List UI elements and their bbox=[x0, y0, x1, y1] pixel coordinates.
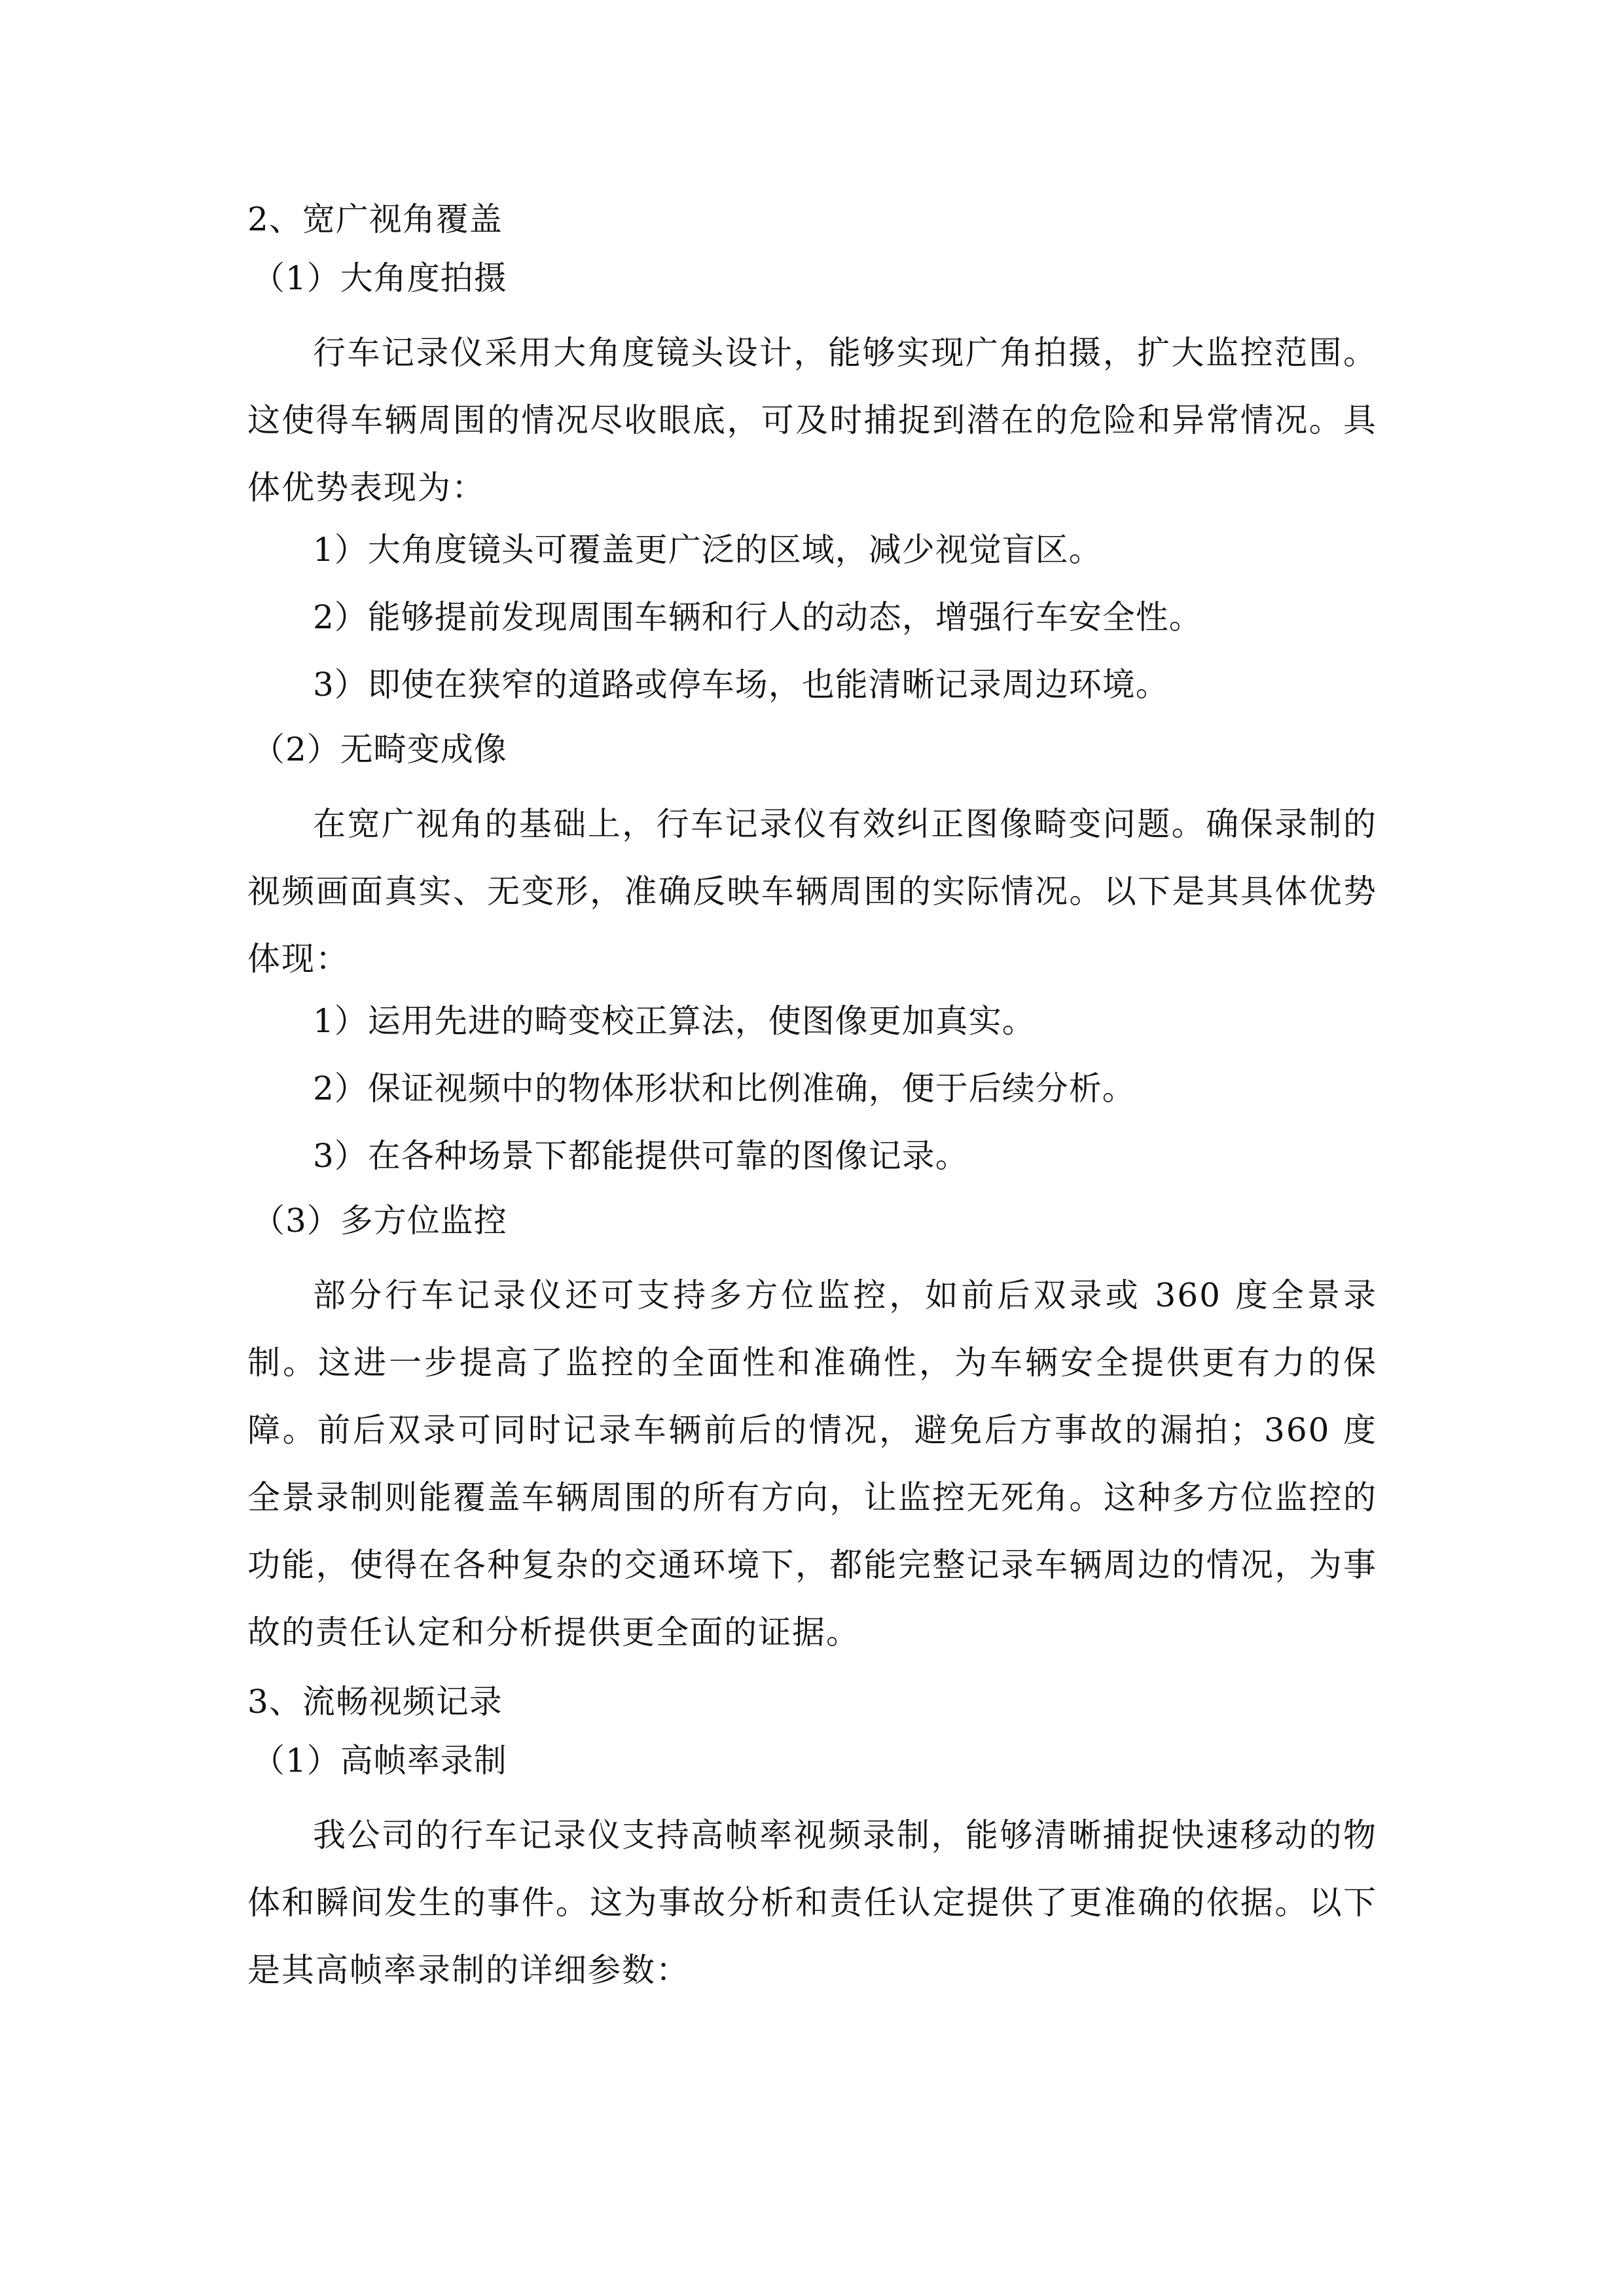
list-item-large-angle-1: 1）大角度镜头可覆盖更广泛的区域，减少视觉盲区。 bbox=[313, 531, 1102, 569]
paragraph-multi-direction: 部分行车记录仪还可支持多方位监控，如前后双录或 360 度全景录制。这进一步提高了监控的全面性和准确性，为车辆安全提供更有力的保障。前后双录可同时记录车辆前后的情况，避免后方事故的漏拍；360 度全景录制则能覆盖车辆周围的所有方向，让监控无死角。这种多方位监控的功能，使得在各种复杂的交通环境下，都能完整记录车辆周边的情况，为事故的责任认定和分析提供更全面的证据。 bbox=[247, 1276, 1377, 1651]
paragraph-no-distortion: 在宽广视角的基础上，行车记录仪有效纠正图像畸变问题。确保录制的视频画面真实、无变形，准确反映车辆周围的实际情况。以下是其具体优势体现： bbox=[247, 805, 1377, 978]
subheading-large-angle: （1）大角度拍摄 bbox=[252, 259, 507, 297]
list-item-no-distortion-3: 3）在各种场景下都能提供可靠的图像记录。 bbox=[313, 1137, 969, 1175]
list-item-no-distortion-2: 2）保证视频中的物体形状和比例准确，便于后续分析。 bbox=[313, 1069, 1136, 1107]
subheading-high-frame-rate: （1）高帧率录制 bbox=[252, 1742, 507, 1780]
list-item-large-angle-3: 3）即使在狭窄的道路或停车场，也能清晰记录周边环境。 bbox=[313, 666, 1169, 704]
subheading-multi-direction: （3）多方位监控 bbox=[252, 1202, 507, 1240]
paragraph-large-angle: 行车记录仪采用大角度镜头设计，能够实现广角拍摄，扩大监控范围。这使得车辆周围的情况尽收眼底，可及时捕捉到潜在的危险和异常情况。具体优势表现为： bbox=[247, 334, 1377, 507]
section-heading-wide-angle: 2、宽广视角覆盖 bbox=[247, 200, 503, 238]
section-heading-smooth-video: 3、流畅视频记录 bbox=[247, 1683, 503, 1721]
subheading-no-distortion: （2）无畸变成像 bbox=[252, 730, 507, 768]
list-item-large-angle-2: 2）能够提前发现周围车辆和行人的动态，增强行车安全性。 bbox=[313, 598, 1202, 636]
paragraph-high-frame-rate: 我公司的行车记录仪支持高帧率视频录制，能够清晰捕捉快速移动的物体和瞬间发生的事件。这为事故分析和责任认定提供了更准确的依据。以下是其高帧率录制的详细参数： bbox=[247, 1816, 1377, 1989]
list-item-no-distortion-1: 1）运用先进的畸变校正算法，使图像更加真实。 bbox=[313, 1002, 1036, 1040]
